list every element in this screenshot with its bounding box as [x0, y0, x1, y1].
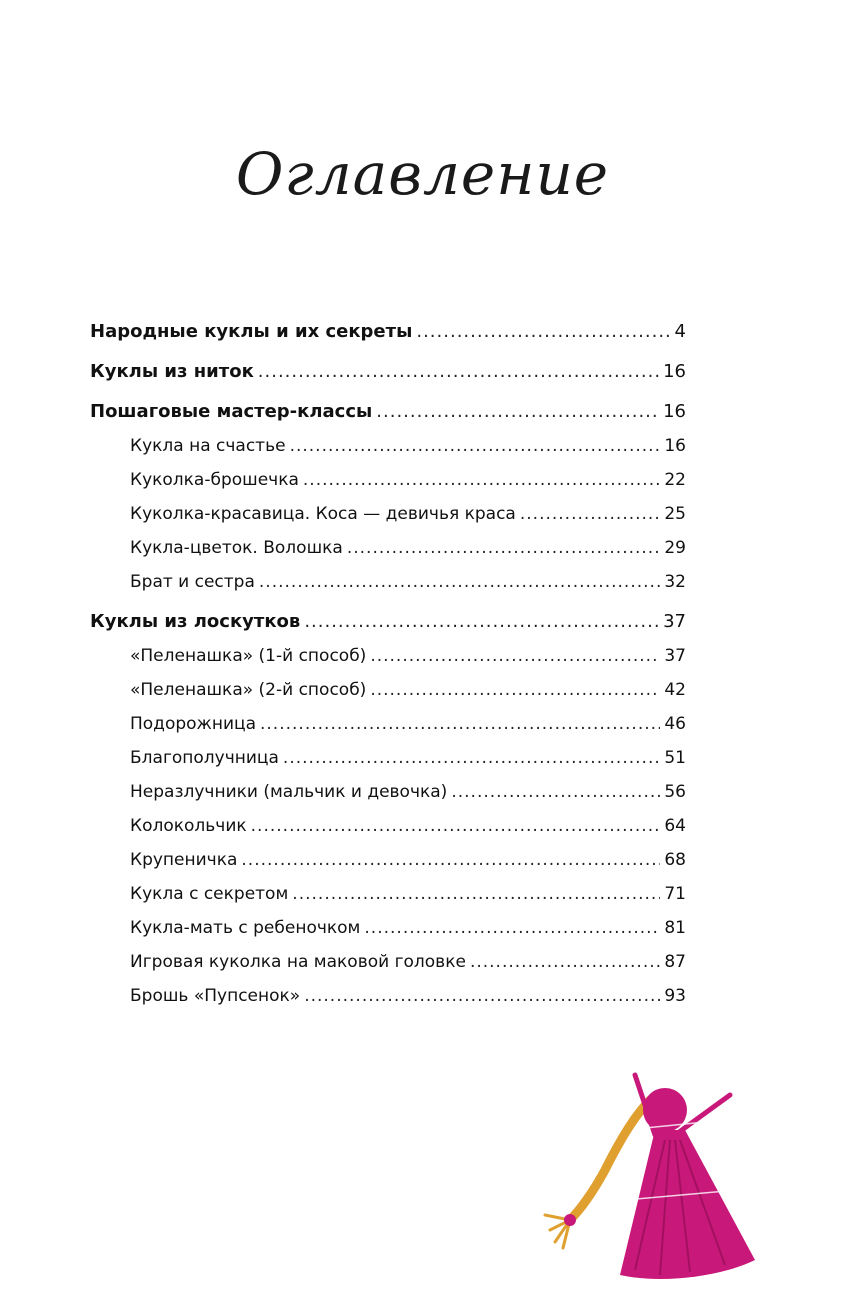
- toc-page-number: 29: [664, 538, 686, 558]
- toc-page-number: 37: [663, 611, 686, 632]
- toc-page-number: 32: [664, 572, 686, 592]
- toc-label: Кукла-цветок. Волошка: [130, 538, 343, 558]
- toc-label: Народные куклы и их секреты: [90, 321, 413, 342]
- toc-section[interactable]: [90, 395, 686, 429]
- toc-page-number: 4: [674, 321, 686, 342]
- toc-label: Колокольчик: [130, 816, 247, 836]
- toc-item[interactable]: [90, 531, 686, 565]
- toc-item[interactable]: [90, 877, 686, 911]
- toc-item[interactable]: [90, 741, 686, 775]
- toc-section[interactable]: [90, 605, 686, 639]
- toc-item[interactable]: [90, 707, 686, 741]
- toc-label: Крупеничка: [130, 850, 238, 870]
- toc-item[interactable]: [90, 775, 686, 809]
- toc-label: Подорожница: [130, 714, 256, 734]
- toc-page-number: 87: [664, 952, 686, 972]
- toc-page-number: 81: [664, 918, 686, 938]
- toc-label: Куклы из лоскутков: [90, 611, 301, 632]
- toc-item[interactable]: [90, 945, 686, 979]
- toc-item[interactable]: [90, 673, 686, 707]
- toc-page-number: 51: [664, 748, 686, 768]
- toc-label: Пошаговые мастер-классы: [90, 401, 373, 422]
- leader-dots: [364, 911, 660, 945]
- toc-page-number: 16: [663, 401, 686, 422]
- toc-page-number: 71: [664, 884, 686, 904]
- toc-page-number: 93: [664, 986, 686, 1006]
- leader-dots: [416, 315, 670, 349]
- leader-dots: [292, 877, 660, 911]
- toc-label: Благополучница: [130, 748, 279, 768]
- toc-item[interactable]: [90, 497, 686, 531]
- leader-dots: [520, 497, 661, 531]
- page-title: Оглавление: [235, 140, 610, 208]
- leader-dots: [370, 639, 660, 673]
- leader-dots: [470, 945, 660, 979]
- leader-dots: [376, 395, 659, 429]
- toc-page-number: 56: [664, 782, 686, 802]
- toc-page-number: 16: [664, 436, 686, 456]
- toc-item[interactable]: [90, 463, 686, 497]
- toc-page-number: 64: [664, 816, 686, 836]
- leader-dots: [290, 429, 661, 463]
- yarn-doll-illustration: [525, 1060, 775, 1290]
- toc-label: Кукла-мать с ребеночком: [130, 918, 361, 938]
- toc-label: Брошь «Пупсенок»: [130, 986, 301, 1006]
- toc-item[interactable]: [90, 639, 686, 673]
- toc-item[interactable]: [90, 565, 686, 599]
- toc-label: Брат и сестра: [130, 572, 255, 592]
- toc-page-number: 25: [664, 504, 686, 524]
- leader-dots: [258, 355, 659, 389]
- leader-dots: [283, 741, 660, 775]
- leader-dots: [347, 531, 661, 565]
- toc-page-number: 16: [663, 361, 686, 382]
- braid-tie: [564, 1214, 576, 1226]
- toc-page-number: 37: [664, 646, 686, 666]
- leader-dots: [241, 843, 660, 877]
- toc-page-number: 46: [664, 714, 686, 734]
- toc-page-number: 68: [664, 850, 686, 870]
- toc-section[interactable]: [90, 355, 686, 389]
- toc-label: «Пеленашка» (2-й способ): [130, 680, 367, 700]
- toc-item[interactable]: [90, 843, 686, 877]
- toc-label: Игровая куколка на маковой головке: [130, 952, 466, 972]
- leader-dots: [304, 979, 660, 1013]
- toc-item[interactable]: [90, 809, 686, 843]
- toc-page-number: 22: [664, 470, 686, 490]
- leader-dots: [259, 565, 660, 599]
- table-of-contents: [90, 315, 686, 1013]
- leader-dots: [304, 605, 659, 639]
- toc-section[interactable]: [90, 315, 686, 349]
- toc-item[interactable]: [90, 429, 686, 463]
- toc-label: Куколка-брошечка: [130, 470, 299, 490]
- leader-dots: [251, 809, 661, 843]
- leader-dots: [451, 775, 660, 809]
- toc-label: Кукла с секретом: [130, 884, 289, 904]
- toc-label: Куклы из ниток: [90, 361, 254, 382]
- toc-label: Неразлучники (мальчик и девочка): [130, 782, 448, 802]
- toc-item[interactable]: [90, 979, 686, 1013]
- toc-label: Куколка-красавица. Коса — девичья краса: [130, 504, 516, 524]
- toc-page-number: 42: [664, 680, 686, 700]
- toc-label: «Пеленашка» (1-й способ): [130, 646, 367, 666]
- toc-label: Кукла на счастье: [130, 436, 286, 456]
- leader-dots: [260, 707, 660, 741]
- leader-dots: [303, 463, 660, 497]
- leader-dots: [370, 673, 660, 707]
- toc-item[interactable]: [90, 911, 686, 945]
